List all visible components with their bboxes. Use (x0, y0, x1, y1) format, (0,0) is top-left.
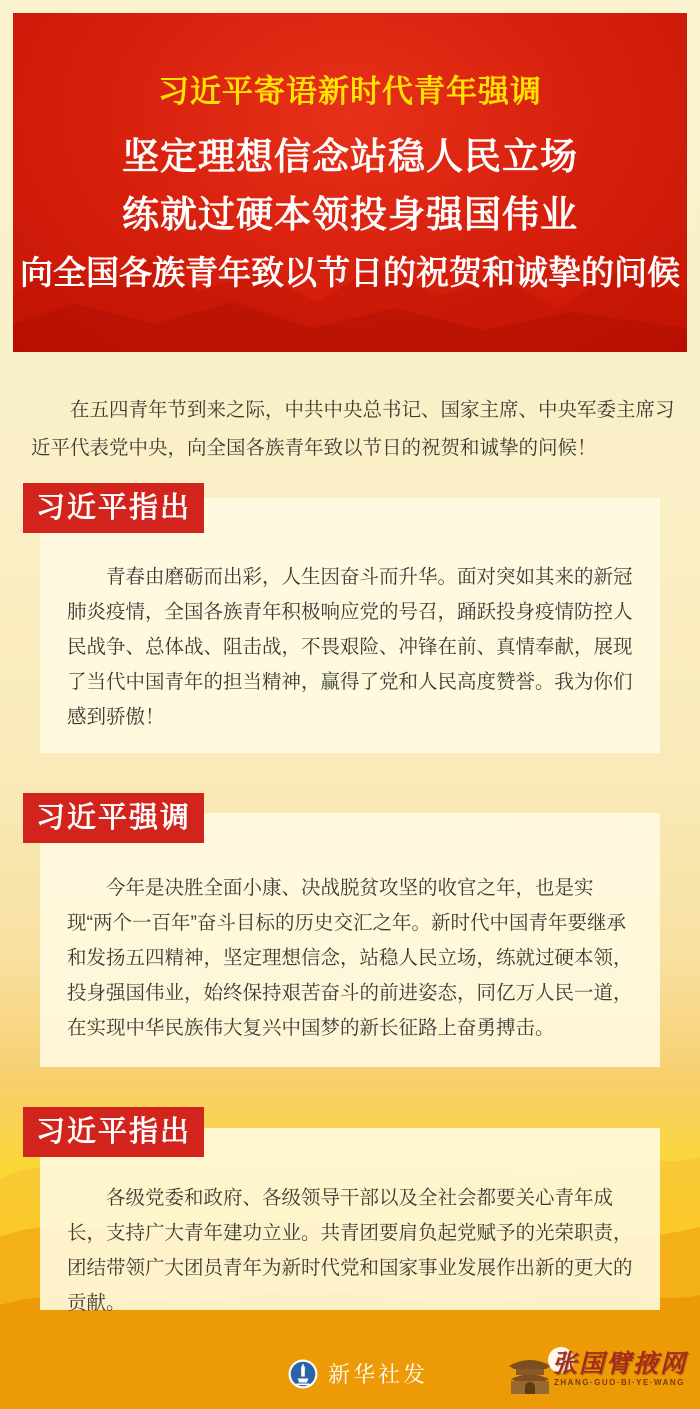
section-body-1: 青春由磨砺而出彩，人生因奋斗而升华。面对突如其来的新冠肺炎疫情，全国各族青年积极响应党的号召，踊跃投身疫情防控人民战争、总体战、阻击战，不畏艰险、冲锋在前、真情奉献，展现了当代中国青年的担当精神，赢得了党和人民高度赞誉。我为你们感到骄傲！ (67, 566, 633, 728)
section-box-2 (40, 813, 660, 1067)
section-body-2: 今年是决胜全面小康、决战脱贫攻坚的收官之年，也是实现“两个一百年”奋斗目标的历史交汇之年。新时代中国青年要继承和发扬五四精神，坚定理想信念，站稳人民立场，练就过硬本领，投身强国伟业，始终保持艰苦奋斗的前进姿态，同亿万人民一道，在实现中华民族伟大复兴中国梦的新长征路上奋勇搏击。 (67, 877, 633, 1039)
section-label-1: 习近平指出 (23, 483, 204, 533)
watermark-pinyin: ZHANG·GUO·BI·YE·WANG (554, 1378, 685, 1387)
site-watermark (506, 1341, 698, 1405)
section-box-1 (40, 498, 660, 753)
section-body-3: 各级党委和政府、各级领导干部以及全社会都要关心青年成长，支持广大青年建功立业。共青团要肩负起党赋予的光荣职责，团结带领广大团员青年为新时代党和国家事业发展作出新的更大的贡献。 (67, 1187, 633, 1314)
banner-line-3: 向全国各族青年致以节日的祝贺和诚挚的问候 (20, 254, 680, 291)
intro-paragraph: 在五四青年节到来之际，中共中央总书记、国家主席、中央军委主席习近平代表党中央，向全国各族青年致以节日的祝贺和诚挚的问候！ (31, 399, 675, 459)
banner-line-1: 坚定理想信念站稳人民立场 (122, 136, 578, 177)
banner-title: 习近平寄语新时代青年强调 (158, 74, 542, 109)
xinhua-emblem-icon (288, 1359, 318, 1389)
banner-line-2: 练就过硬本领投身强国伟业 (122, 194, 578, 235)
section-label-3: 习近平指出 (23, 1107, 204, 1157)
section-label-2: 习近平强调 (23, 793, 204, 843)
gate-tower-icon (506, 1353, 554, 1397)
header-banner (13, 13, 687, 352)
watermark-title: 张国臂掖网 (552, 1350, 688, 1378)
banner-text-block (13, 13, 687, 352)
credit-text: 新华社发 (327, 1362, 428, 1387)
